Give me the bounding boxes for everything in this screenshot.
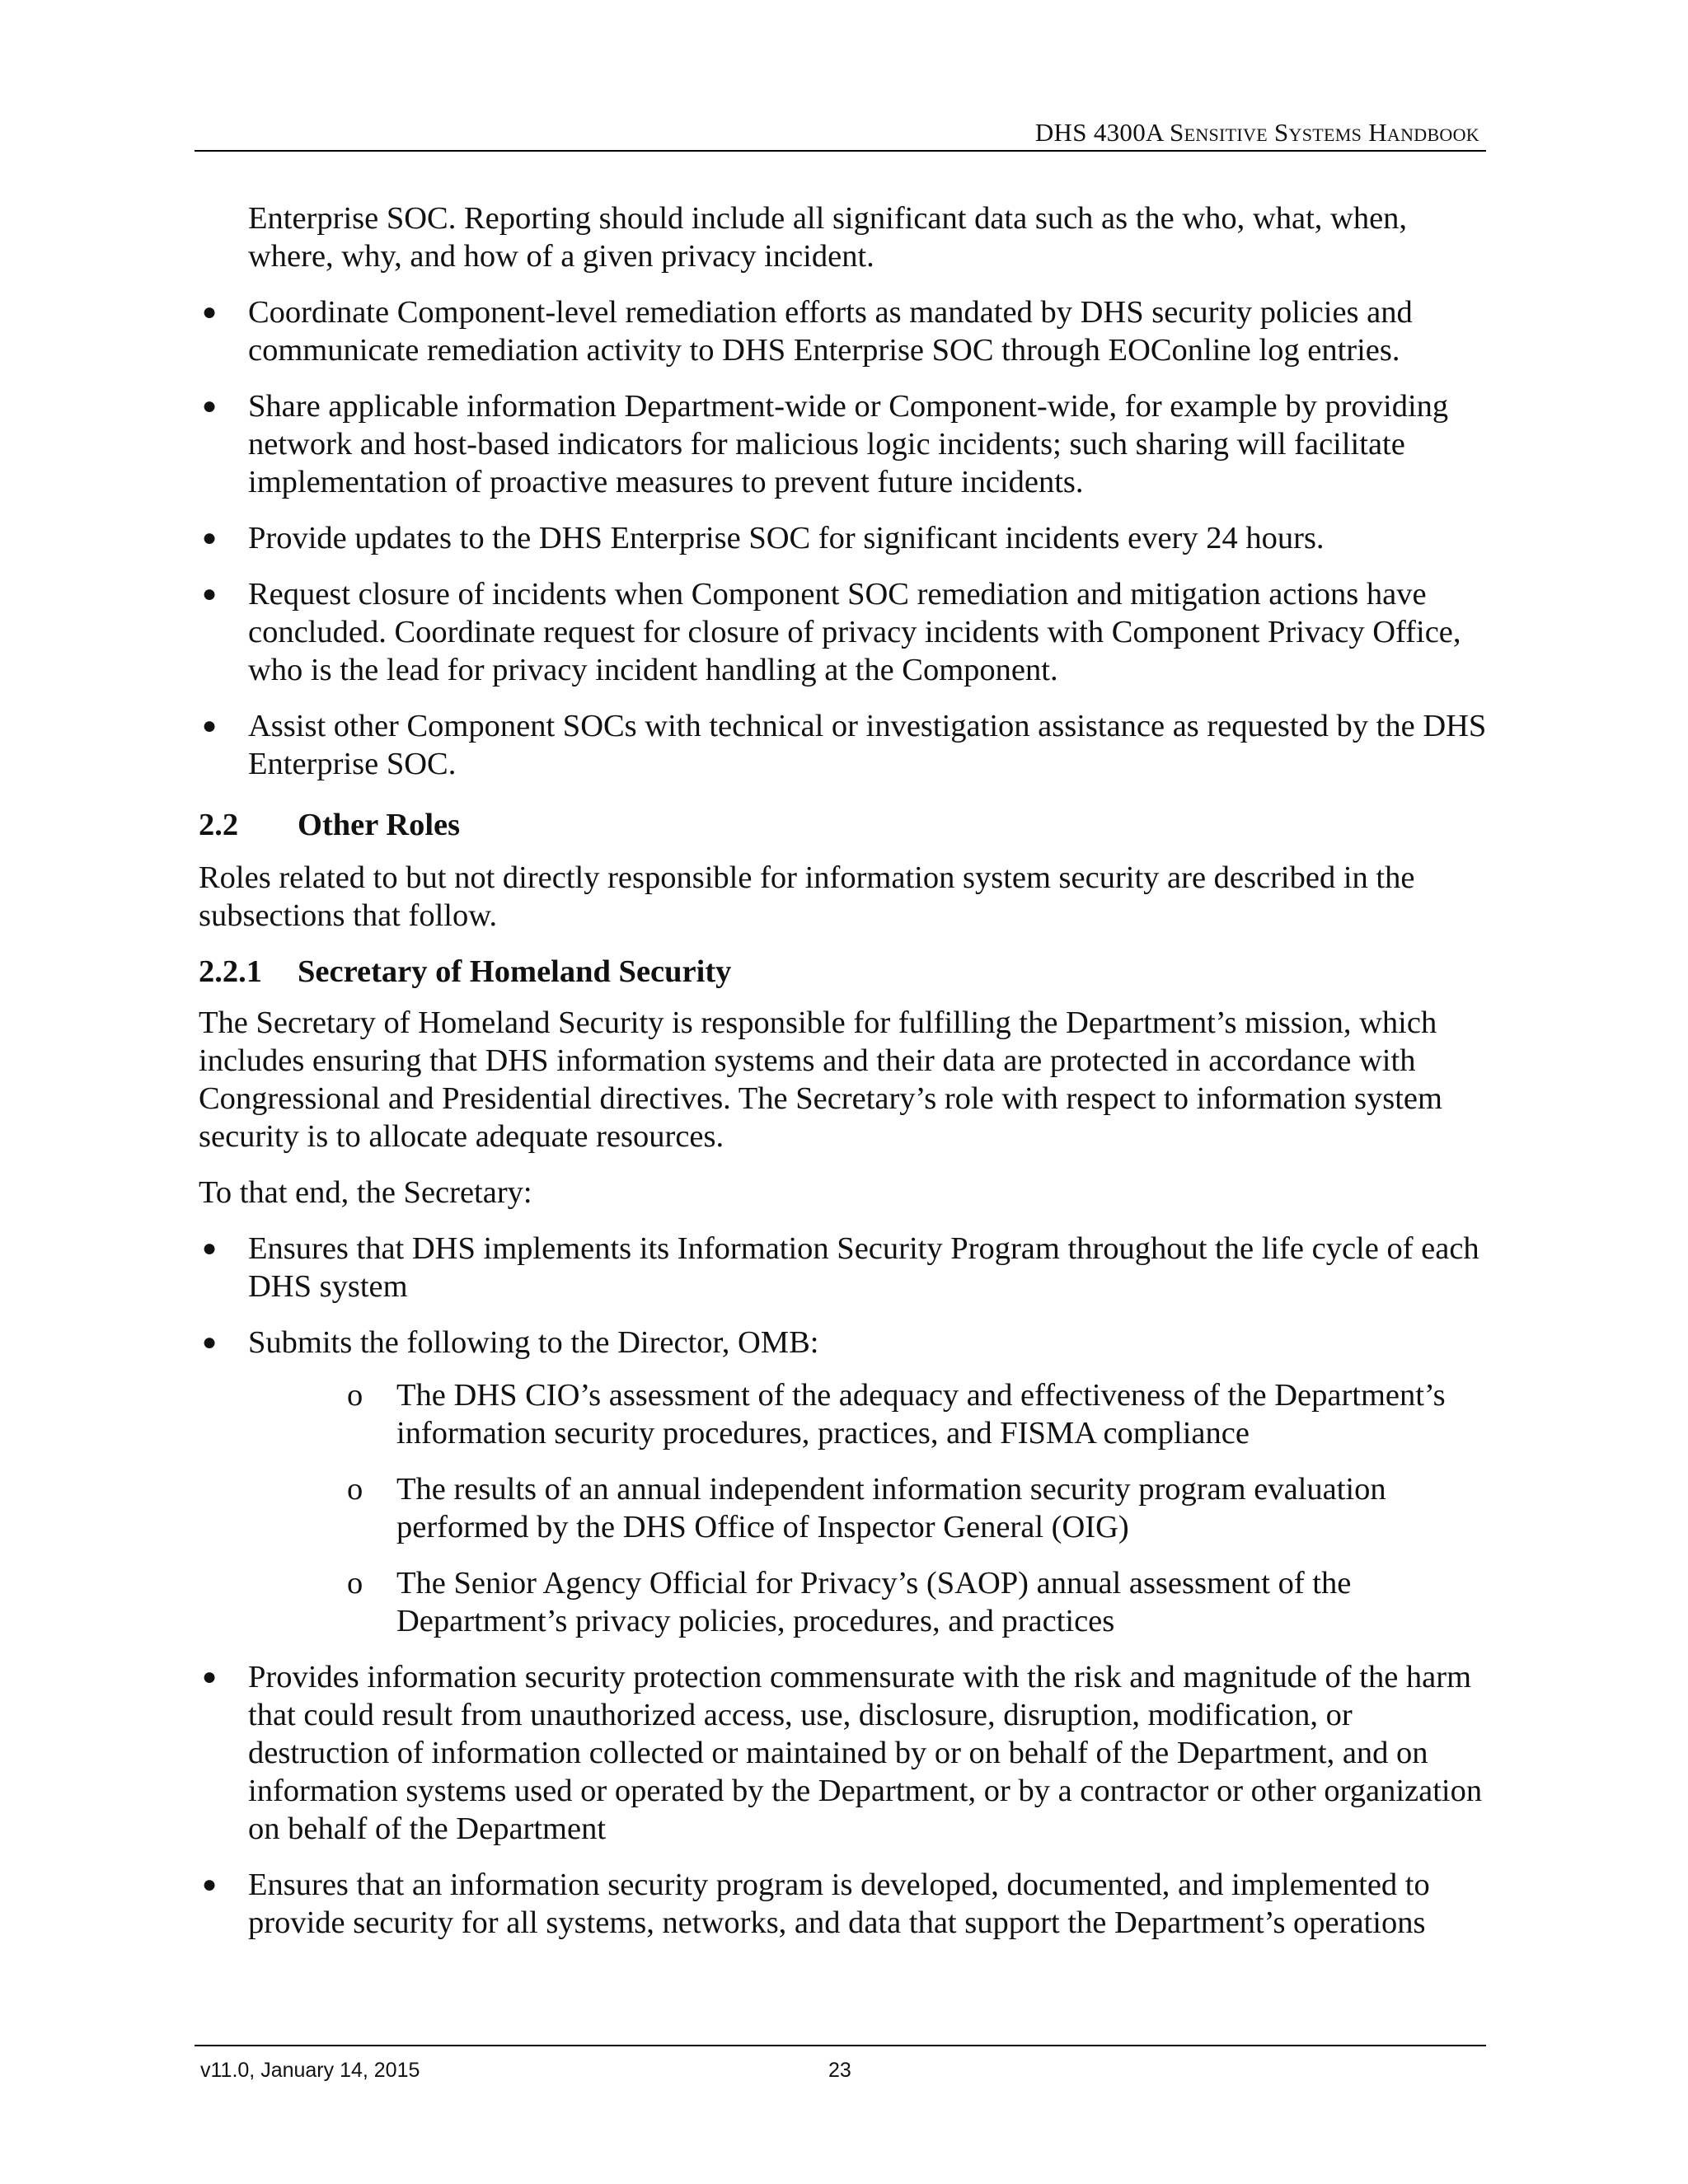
sub-list-item [248,1564,1491,1640]
list-item [199,1230,1491,1305]
list-item [199,1324,1491,1640]
bullet-icon: ● [202,1235,218,1262]
section-heading-2-2 [199,806,1491,844]
bullet-icon: ● [202,1663,218,1690]
list-item-text: Assist other Component SOCs with technical or investigation assistance as requested by the DHS Enterprise SOC. [248,709,1487,781]
list-item-text: Provide updates to the DHS Enterprise SOC for significant incidents every 24 hours. [248,521,1325,555]
secretary-lead-in: To that end, the Secretary: [199,1175,532,1210]
list-item-text: Coordinate Component-level remediation efforts as mandated by DHS security policies and communicate remediation activity to DHS Enterprise SOC through EOConline log entries. [248,295,1413,368]
omb-submissions-sublist [248,1376,1491,1640]
section-title: Secretary of Homeland Security [298,954,732,989]
list-item-text: Provides information security protection commensurate with the risk and magnitude of the harm that could result from unauthorized access, use, disclosure, disruption, modification, or destruction of information collected or maintained by or on behalf of the Department, and on information systems used or operated by the Department, or by a contractor or other organization on behalf of the Department [248,1660,1483,1846]
list-item-text: Ensures that DHS implements its Information Security Program throughout the life cycle of each DHS system [248,1231,1479,1304]
list-item [199,387,1491,501]
page-number: 23 [828,2059,851,2082]
list-item [199,1866,1491,1942]
sub-list-item-text: The results of an annual independent information security program evaluation performed by the DHS Office of Inspector General (OIG) [396,1472,1386,1544]
list-item [199,575,1491,689]
bullet-icon: ● [202,1329,218,1356]
bullet-icon: ● [202,580,218,607]
secretary-responsibilities-list [199,1230,1491,1942]
bullet-icon: ● [202,1871,218,1898]
section-number: 2.2.1 [199,954,262,989]
list-item [199,519,1491,557]
page-content [199,199,1491,1960]
list-item [199,293,1491,369]
section-heading-2-2-1 [199,953,1491,991]
list-item-text: Request closure of incidents when Component SOC remediation and mitigation actions have concluded. Coordinate request for closure of privacy incidents with Component Privacy Office, who is the lead for privacy incident handling at the Component. [248,577,1461,687]
sub-list-item-text: The DHS CIO’s assessment of the adequacy and effectiveness of the Department’s information security procedures, practices, and FISMA compliance [396,1378,1446,1451]
circle-bullet-icon: o [347,1472,363,1507]
footer-version: v11.0, January 14, 2015 [200,2059,420,2082]
bullet-icon: ● [202,524,218,551]
footer-rule [195,2045,1486,2046]
bullet-icon: ● [202,392,218,419]
section-intro-paragraph: Roles related to but not directly responsible for information system security are described in the subsections that follow. [199,860,1415,933]
list-item [199,707,1491,783]
sub-list-item-text: The Senior Agency Official for Privacy’s (SAOP) annual assessment of the Department’s privacy policies, procedures, and practices [396,1566,1352,1638]
circle-bullet-icon: o [347,1378,363,1413]
sub-list-item [248,1470,1491,1546]
secretary-paragraph: The Secretary of Homeland Security is responsible for fulfilling the Department’s mission, which includes ensuring that DHS information systems and their data are protected in accordance with Congressional and Presidential directives. The Secretary’s role with respect to information system security is to allocate adequate resources. [199,1005,1442,1154]
circle-bullet-icon: o [347,1566,363,1601]
list-item-text: Submits the following to the Director, OMB: [248,1325,819,1360]
section-number: 2.2 [199,808,239,842]
bullet-icon: ● [202,298,218,326]
running-header: DHS 4300A Sensitive Systems Handbook [1034,118,1479,147]
list-item-text: Share applicable information Department-wide or Component-wide, for example by providing network and host-based indicators for malicious logic incidents; such sharing will facilitate implementation of proactive measures to prevent future incidents. [248,389,1449,499]
continuation-paragraph: Enterprise SOC. Reporting should include all significant data such as the who, what, when, where, why, and how of a given privacy incident. [248,201,1408,274]
bullet-icon: ● [202,712,218,739]
soc-responsibilities-list [199,293,1491,783]
header-rule [195,150,1486,152]
sub-list-item [248,1376,1491,1452]
list-item-text: Ensures that an information security program is developed, documented, and implemented to provide security for all systems, networks, and data that support the Department’s operations [248,1868,1430,1940]
list-item [199,1658,1491,1848]
section-title: Other Roles [298,808,461,842]
